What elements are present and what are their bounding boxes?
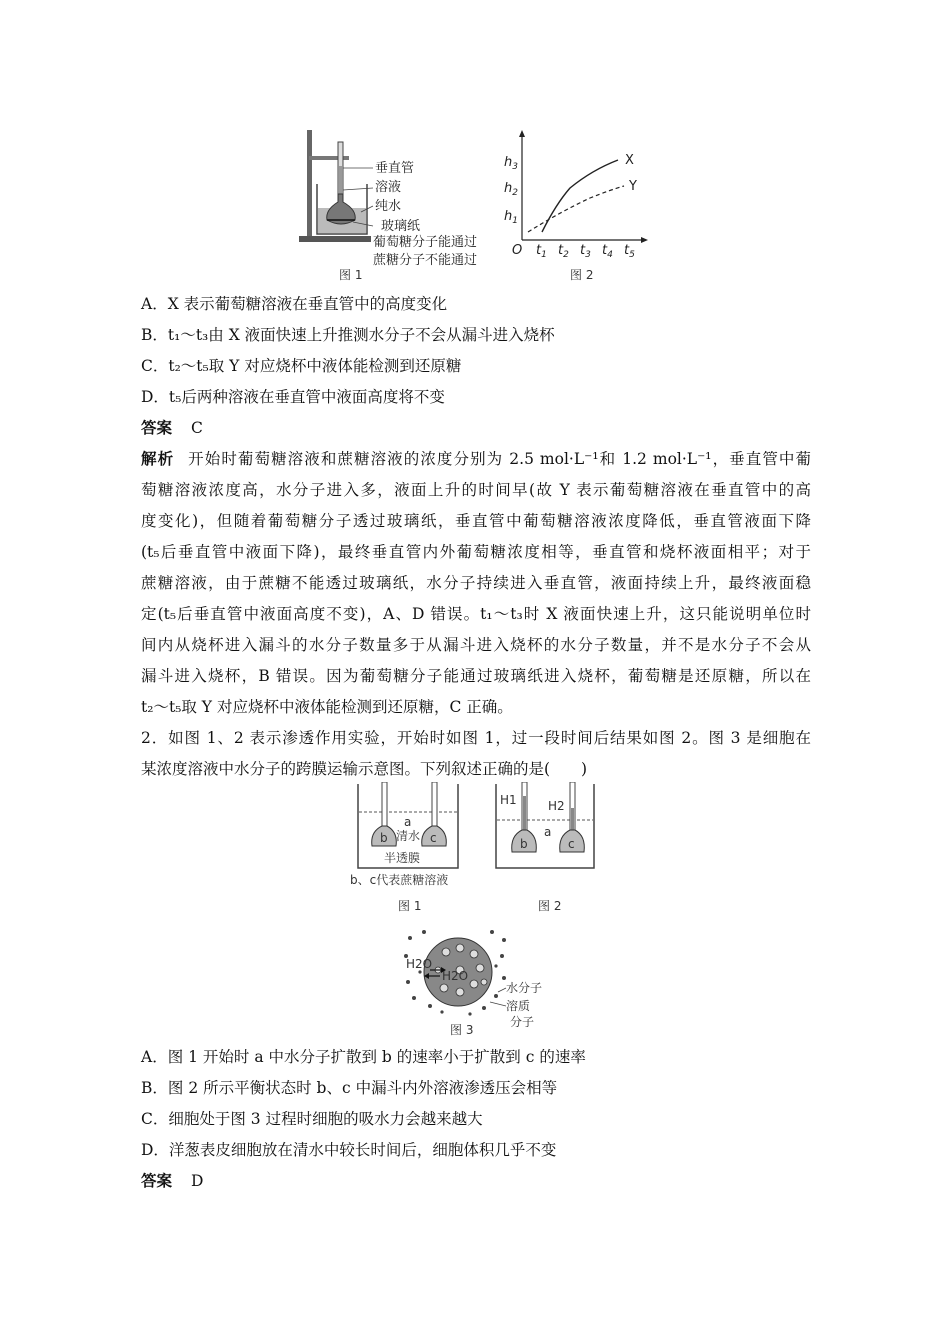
y-tick-h3: $h_3$ <box>504 155 518 172</box>
q2-figure-3 <box>400 926 550 1040</box>
label-water-molecule: 水分子 <box>506 981 543 995</box>
label-glucose-passes: 葡萄糖分子能通过 <box>373 235 478 250</box>
q1-answer-row <box>141 417 811 439</box>
q1-option-c: C．t₂～t₅取 Y 对应烧杯中液体能检测到还原糖 <box>141 357 462 375</box>
q2-option-c: C．细胞处于图 3 过程时细胞的吸水力会越来越大 <box>141 1110 483 1128</box>
label-pure-water: 纯水 <box>375 199 402 214</box>
x-tick-t1: $t_1$ <box>536 243 547 260</box>
q1-analysis-line-4: (t₅后垂直管中液面下降)，最终垂直管内外葡萄糖浓度相等，垂直管和烧杯液面相平；对于 <box>141 543 811 561</box>
label-molecule: 分子 <box>510 1015 535 1029</box>
label-semipermeable: 半透膜 <box>384 851 421 865</box>
q2-option-b: B．图 2 所示平衡状态时 b、c 中漏斗内外溶液渗透压会相等 <box>141 1079 558 1097</box>
stand-base <box>299 236 371 242</box>
x-tick-t2: $t_2$ <box>558 243 569 260</box>
label-cellophane: 玻璃纸 <box>381 219 421 234</box>
q1-option-b: B．t₁～t₃由 X 液面快速上升推测水分子不会从漏斗进入烧杯 <box>141 326 555 344</box>
q1-analysis-line-3: 度变化)，但随着葡萄糖分子透过玻璃纸，垂直管中葡萄糖溶液浓度降低，垂直管液面下降 <box>141 512 811 530</box>
apparatus-diagram <box>295 128 500 286</box>
label-h1: H1 <box>500 793 517 807</box>
label-h2o-in: H2O <box>442 969 469 983</box>
q2-figure-2 <box>494 782 612 918</box>
q1-figure-1 <box>295 128 500 286</box>
x-tick-t3: $t_3$ <box>580 243 591 260</box>
label-h2o-out: H2O <box>406 957 433 971</box>
tube-b-liquid <box>523 796 526 832</box>
x-tick-t5: $t_5$ <box>624 243 635 260</box>
q2-figure-1 <box>340 782 478 918</box>
y-tick-h2: $h_2$ <box>504 181 518 198</box>
q1-analysis-line-5: 蔗糖溶液，由于蔗糖不能透过玻璃纸，水分子持续进入垂直管，液面持续上升，最终液面稳 <box>141 574 811 592</box>
label-bc-sucrose: b、c代表蔗糖溶液 <box>350 873 449 887</box>
q1-analysis-line-2: 萄糖溶液浓度高，水分子进入多，液面上升的时间早(故 Y 表示葡萄糖溶液在垂直管中的高 <box>141 481 811 499</box>
q1-analysis-line-1: 解析 开始时葡萄糖溶液和蔗糖溶液的浓度分别为 2.5 mol·L⁻¹和 1.2 mol·L⁻¹，垂直管中葡 <box>141 449 811 468</box>
label-c-2: c <box>568 837 575 851</box>
osmosis-setup-equilibrium <box>494 782 612 918</box>
label-solute: 溶质 <box>506 999 531 1013</box>
q2-stem-line-2: 某浓度溶液中水分子的跨膜运输示意图。下列叙述正确的是( ) <box>141 760 588 778</box>
q2-fig1-caption: 图 1 <box>398 899 422 913</box>
label-h2: H2 <box>548 799 565 813</box>
y-tick-h1: $h_1$ <box>504 209 518 226</box>
q2-fig3-caption: 图 3 <box>450 1023 474 1037</box>
label-a-2: a <box>544 825 552 839</box>
label-c: c <box>430 831 437 845</box>
series-x-line <box>542 160 618 232</box>
q1-analysis-label: 解析 <box>141 449 175 468</box>
q1-analysis-line-8: 漏斗进入烧杯，B 错误。因为葡萄糖分子能通过玻璃纸进入烧杯，葡萄糖是还原糖，所以在 <box>141 667 811 685</box>
q1-analysis-line-9: t₂～t₅取 Y 对应烧杯中液体能检测到还原糖，C 正确。 <box>141 698 513 716</box>
q2-answer-label: 答案 <box>141 1171 173 1190</box>
origin-label: O <box>512 243 523 258</box>
q2-option-d: D．洋葱表皮细胞放在清水中较长时间后，细胞体积几乎不变 <box>141 1141 557 1159</box>
q1-answer-label: 答案 <box>141 418 173 437</box>
label-a: a <box>404 815 412 829</box>
q2-stem-line-1: 2．如图 1、2 表示渗透作用实验，开始时如图 1，过一段时间后结果如图 2。图 3 是细胞在 <box>141 729 811 747</box>
height-curve-graph <box>500 128 650 286</box>
q1-option-a: A．X 表示葡萄糖溶液在垂直管中的高度变化 <box>141 295 448 313</box>
stand-rod <box>307 130 312 236</box>
q1-answer-value: C <box>190 419 203 437</box>
series-x-label: X <box>625 153 634 168</box>
series-y-label: Y <box>629 179 637 194</box>
label-b-2: b <box>520 837 528 851</box>
label-clear-water: 清水 <box>396 829 421 843</box>
tube-c-liquid <box>571 808 574 832</box>
figure-1-caption: 图 1 <box>339 268 363 282</box>
cell-water-transport <box>400 926 550 1040</box>
q1-figure-2 <box>500 128 650 286</box>
osmosis-setup-start <box>340 782 478 918</box>
tube-c <box>432 782 437 828</box>
tube-b <box>382 782 387 828</box>
label-b: b <box>380 831 388 845</box>
q2-answer-value: D <box>190 1172 204 1190</box>
label-sucrose-blocked: 蔗糖分子不能通过 <box>373 253 478 268</box>
q1-option-d: D．t₅后两种溶液在垂直管中液面高度将不变 <box>141 388 445 406</box>
q2-answer-row <box>141 1170 811 1192</box>
q2-option-a: A．图 1 开始时 a 中水分子扩散到 b 的速率小于扩散到 c 的速率 <box>141 1048 586 1066</box>
figure-2-caption: 图 2 <box>570 268 594 282</box>
x-tick-t4: $t_4$ <box>602 243 613 260</box>
label-solution: 溶液 <box>375 180 402 195</box>
q2-fig2-caption: 图 2 <box>538 899 562 913</box>
q1-analysis-line-7: 间内从烧杯进入漏斗的水分子数量多于从漏斗进入烧杯的水分子数量，并不是水分子不会从 <box>141 636 811 654</box>
label-vertical-tube: 垂直管 <box>375 161 415 176</box>
q1-analysis-line-6: 定(t₅后垂直管中液面高度不变)，A、D 错误。t₁～t₃时 X 液面快速上升，这只能说明单位时 <box>141 605 811 623</box>
series-y-line <box>528 186 624 232</box>
